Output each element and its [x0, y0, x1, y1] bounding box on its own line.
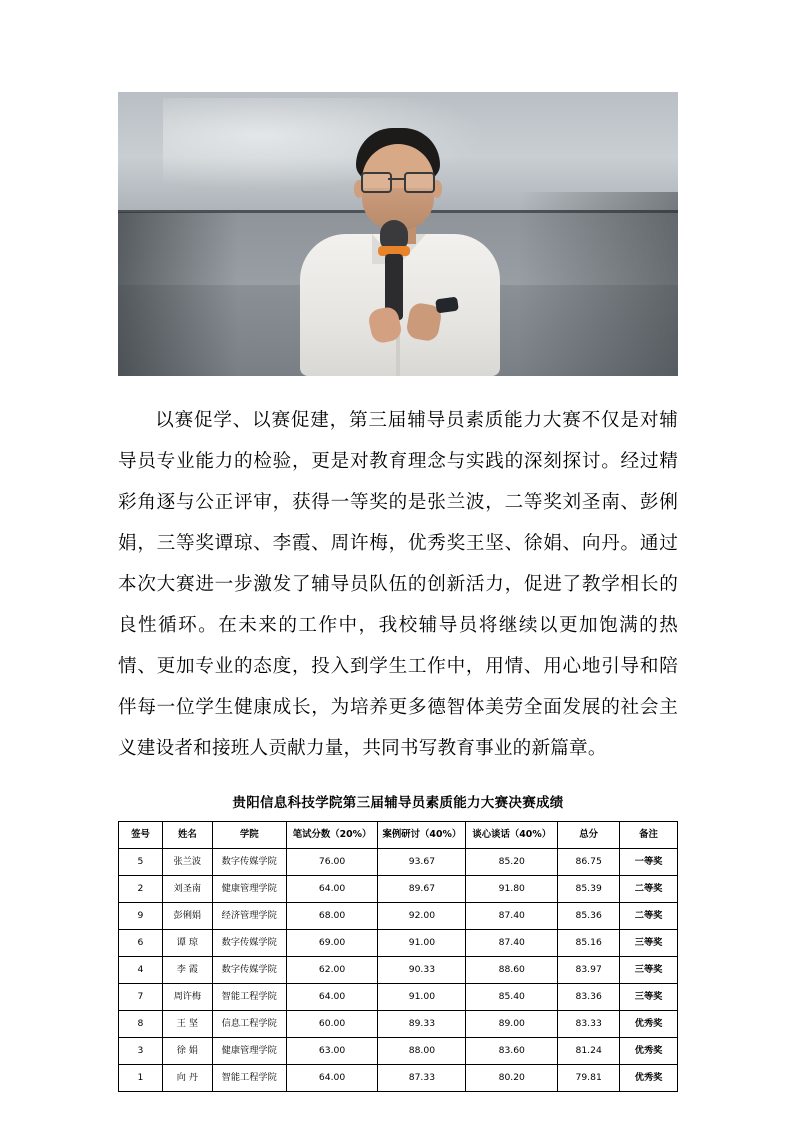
cell-written: 64.00 [286, 1065, 378, 1092]
cell-total: 81.24 [558, 1038, 620, 1065]
cell-talk: 88.60 [466, 957, 558, 984]
col-header-total: 总分 [558, 822, 620, 849]
cell-remark: 二等奖 [620, 903, 678, 930]
cell-talk: 83.60 [466, 1038, 558, 1065]
cell-written: 69.00 [286, 930, 378, 957]
cell-case: 91.00 [378, 930, 466, 957]
cell-case: 90.33 [378, 957, 466, 984]
cell-case: 88.00 [378, 1038, 466, 1065]
article-photo [118, 92, 678, 376]
cell-total: 83.33 [558, 1011, 620, 1038]
col-header-college: 学院 [212, 822, 286, 849]
cell-college: 智能工程学院 [212, 1065, 286, 1092]
cell-no: 5 [119, 849, 163, 876]
cell-talk: 85.40 [466, 984, 558, 1011]
article-paragraph: 以赛促学、以赛促建，第三届辅导员素质能力大赛不仅是对辅导员专业能力的检验，更是对教育理念与实践的深刻探讨。经过精彩角逐与公正评审，获得一等奖的是张兰波，二等奖刘圣南、彭俐娟，三等奖谭琼、李霞、周许梅，优秀奖王坚、徐娟、向丹。通过本次大赛进一步激发了辅导员队伍的创新活力，促进了教学相长的良性循环。在未来的工作中，我校辅导员将继续以更加饱满的热情、更加专业的态度，投入到学生工作中，用情、用心地引导和陪伴每一位学生健康成长，为培养更多德智体美劳全面发展的社会主义建设者和接班人贡献力量，共同书写教育事业的新篇章。 [118, 410, 678, 759]
table-row [119, 903, 678, 930]
cell-remark: 一等奖 [620, 849, 678, 876]
cell-total: 83.97 [558, 957, 620, 984]
cell-remark: 三等奖 [620, 957, 678, 984]
table-header-row [119, 822, 678, 849]
cell-no: 8 [119, 1011, 163, 1038]
cell-college: 数字传媒学院 [212, 957, 286, 984]
cell-no: 4 [119, 957, 163, 984]
col-header-written: 笔试分数（20%） [286, 822, 378, 849]
cell-total: 86.75 [558, 849, 620, 876]
cell-name: 周许梅 [162, 984, 212, 1011]
cell-name: 彭俐娟 [162, 903, 212, 930]
cell-name: 王 坚 [162, 1011, 212, 1038]
cell-remark: 三等奖 [620, 930, 678, 957]
cell-name: 谭 琼 [162, 930, 212, 957]
table-row [119, 930, 678, 957]
cell-name: 徐 娟 [162, 1038, 212, 1065]
cell-written: 63.00 [286, 1038, 378, 1065]
cell-case: 93.67 [378, 849, 466, 876]
scores-table [118, 821, 678, 1092]
cell-written: 76.00 [286, 849, 378, 876]
cell-talk: 80.20 [466, 1065, 558, 1092]
cell-name: 张兰波 [162, 849, 212, 876]
cell-case: 91.00 [378, 984, 466, 1011]
cell-talk: 89.00 [466, 1011, 558, 1038]
table-row [119, 984, 678, 1011]
cell-written: 68.00 [286, 903, 378, 930]
cell-case: 92.00 [378, 903, 466, 930]
glasses-left-lens [361, 172, 392, 193]
table-row [119, 849, 678, 876]
glasses-right-lens [404, 172, 435, 193]
table-row [119, 876, 678, 903]
col-header-name: 姓名 [162, 822, 212, 849]
cell-written: 64.00 [286, 876, 378, 903]
cell-college: 健康管理学院 [212, 876, 286, 903]
cell-college: 经济管理学院 [212, 903, 286, 930]
cell-remark: 二等奖 [620, 876, 678, 903]
glasses-bridge [388, 178, 404, 180]
cell-name: 刘圣南 [162, 876, 212, 903]
cell-total: 79.81 [558, 1065, 620, 1092]
cell-name: 李 霞 [162, 957, 212, 984]
cell-case: 89.67 [378, 876, 466, 903]
cell-name: 向 丹 [162, 1065, 212, 1092]
cell-written: 64.00 [286, 984, 378, 1011]
cell-no: 9 [119, 903, 163, 930]
cell-remark: 优秀奖 [620, 1038, 678, 1065]
cell-no: 2 [119, 876, 163, 903]
cell-talk: 85.20 [466, 849, 558, 876]
table-row [119, 957, 678, 984]
cell-college: 数字传媒学院 [212, 849, 286, 876]
cell-remark: 优秀奖 [620, 1011, 678, 1038]
cell-total: 85.16 [558, 930, 620, 957]
cell-total: 85.39 [558, 876, 620, 903]
cell-remark: 优秀奖 [620, 1065, 678, 1092]
photo-vignette-left [118, 212, 238, 376]
cell-written: 60.00 [286, 1011, 378, 1038]
cell-remark: 三等奖 [620, 984, 678, 1011]
table-row [119, 1065, 678, 1092]
cell-written: 62.00 [286, 957, 378, 984]
cell-no: 7 [119, 984, 163, 1011]
col-header-no: 签号 [119, 822, 163, 849]
cell-college: 健康管理学院 [212, 1038, 286, 1065]
cell-case: 87.33 [378, 1065, 466, 1092]
cell-talk: 91.80 [466, 876, 558, 903]
cell-college: 信息工程学院 [212, 1011, 286, 1038]
table-row [119, 1011, 678, 1038]
speaker-figure [248, 128, 548, 376]
cell-college: 智能工程学院 [212, 984, 286, 1011]
col-header-case: 案例研讨（40%） [378, 822, 466, 849]
photo-content [118, 92, 678, 376]
cell-case: 89.33 [378, 1011, 466, 1038]
cell-no: 3 [119, 1038, 163, 1065]
cell-total: 83.36 [558, 984, 620, 1011]
cell-no: 1 [119, 1065, 163, 1092]
cell-talk: 87.40 [466, 903, 558, 930]
cell-no: 6 [119, 930, 163, 957]
cell-total: 85.36 [558, 903, 620, 930]
col-header-remark: 备注 [620, 822, 678, 849]
table-title: 贵阳信息科技学院第三届辅导员素质能力大赛决赛成绩 [232, 795, 564, 811]
cell-talk: 87.40 [466, 930, 558, 957]
table-row [119, 1038, 678, 1065]
col-header-talk: 谈心谈话（40%） [466, 822, 558, 849]
cell-college: 数字传媒学院 [212, 930, 286, 957]
